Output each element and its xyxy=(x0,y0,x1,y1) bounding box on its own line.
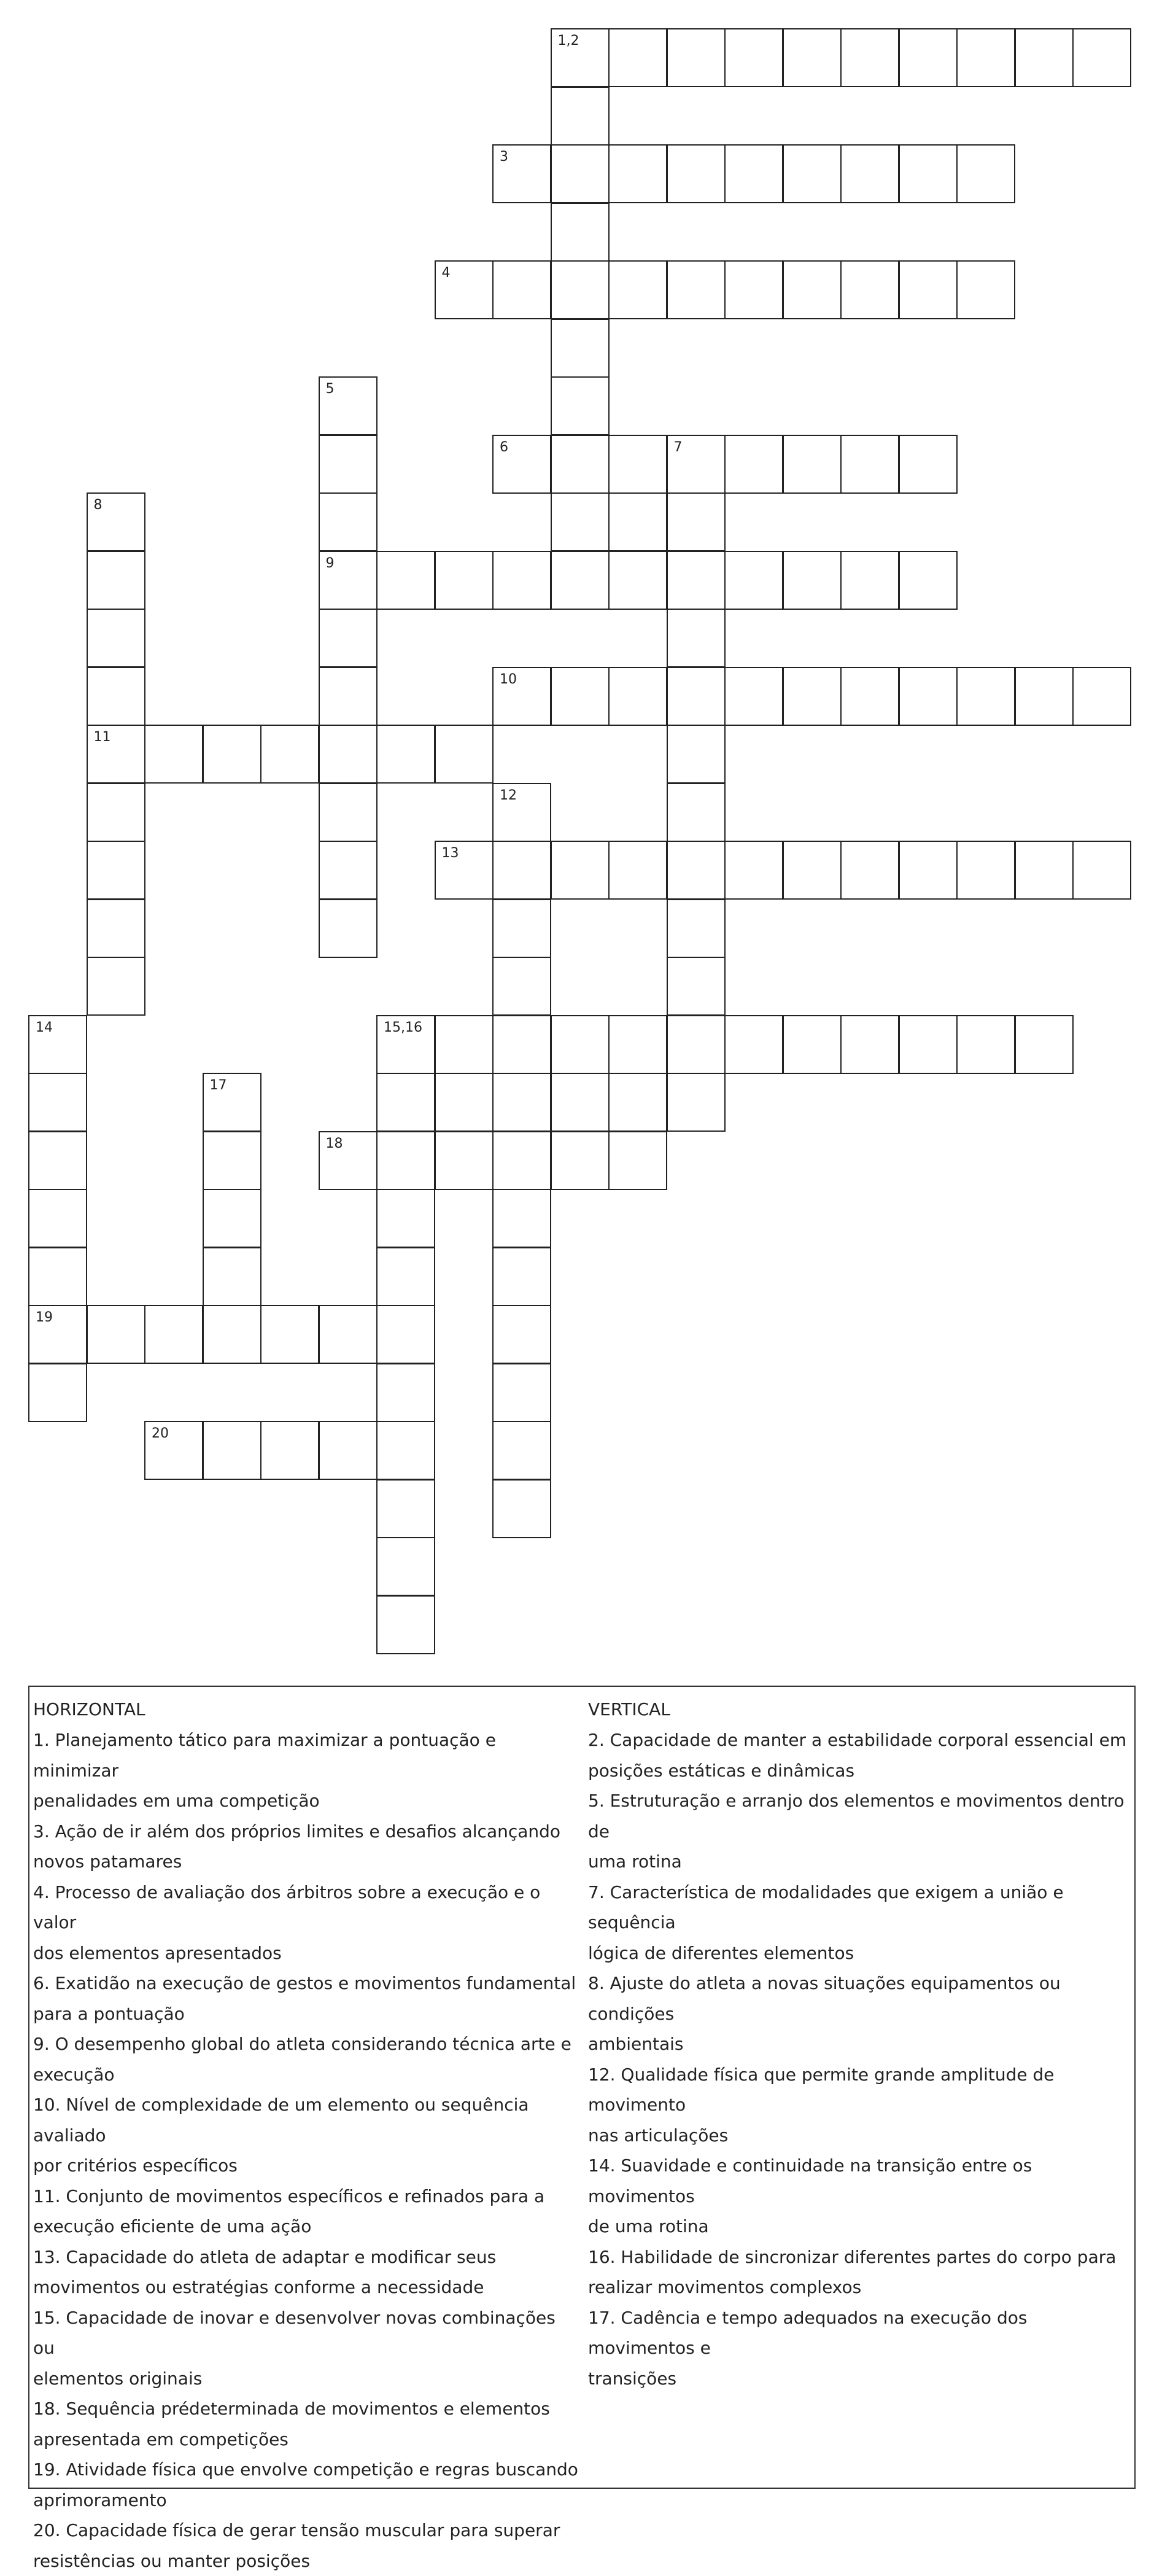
grid-cell[interactable] xyxy=(551,551,610,610)
grid-cell[interactable] xyxy=(144,1305,203,1364)
grid-cell[interactable] xyxy=(899,260,958,319)
grid-cell[interactable] xyxy=(144,1421,203,1480)
grid-cell[interactable] xyxy=(608,492,667,551)
grid-cell[interactable] xyxy=(783,841,842,900)
grid-cell[interactable] xyxy=(260,725,319,784)
grid-cell[interactable] xyxy=(87,725,145,784)
grid-cell[interactable] xyxy=(899,667,958,726)
horizontal-clue-line: apresentada em competições xyxy=(33,2424,579,2455)
grid-cell[interactable] xyxy=(319,1131,378,1190)
grid-cell[interactable] xyxy=(1015,28,1074,87)
grid-cell[interactable] xyxy=(28,1305,87,1364)
grid-cell[interactable] xyxy=(667,609,726,667)
grid-cell[interactable] xyxy=(435,725,494,784)
grid-cell[interactable] xyxy=(840,28,899,87)
grid-cell[interactable] xyxy=(319,609,378,667)
grid-cell[interactable] xyxy=(376,1595,435,1654)
grid-cell[interactable] xyxy=(608,1015,667,1074)
grid-cell[interactable] xyxy=(28,1073,87,1132)
grid-cell[interactable] xyxy=(667,1015,726,1074)
vertical-clue-line: transições xyxy=(588,2364,1131,2394)
grid-cell[interactable] xyxy=(492,957,551,1016)
grid-cell[interactable] xyxy=(203,1421,261,1480)
grid-cell[interactable] xyxy=(667,28,726,87)
grid-cell[interactable] xyxy=(783,551,842,610)
grid-cell[interactable] xyxy=(551,260,610,319)
horizontal-clues xyxy=(33,1694,579,2576)
grid-cell[interactable] xyxy=(667,957,726,1016)
grid-cell[interactable] xyxy=(492,899,551,958)
grid-cell[interactable] xyxy=(667,492,726,551)
clue-number: 18 xyxy=(326,1137,343,1151)
grid-cell[interactable] xyxy=(492,435,551,494)
horizontal-heading: HORIZONTAL xyxy=(33,1694,579,1725)
grid-cell[interactable] xyxy=(87,899,145,958)
vertical-heading: VERTICAL xyxy=(588,1694,1131,1725)
horizontal-clue-line: 9. O desempenho global do atleta considerando técnica arte e xyxy=(33,2029,579,2060)
grid-cell[interactable] xyxy=(724,28,783,87)
clue-number: 17 xyxy=(210,1079,227,1092)
grid-cell[interactable] xyxy=(840,144,899,203)
grid-cell[interactable] xyxy=(783,260,842,319)
clue-number: 10 xyxy=(500,673,517,687)
grid-cell[interactable] xyxy=(492,1363,551,1422)
grid-cell[interactable] xyxy=(28,1189,87,1248)
clue-number: 3 xyxy=(500,150,508,164)
grid-cell[interactable] xyxy=(667,899,726,958)
grid-cell[interactable] xyxy=(492,841,551,900)
grid-cell[interactable] xyxy=(551,144,610,203)
vertical-clue-line: 16. Habilidade de sincronizar diferentes partes do corpo para xyxy=(588,2242,1131,2273)
grid-cell[interactable] xyxy=(28,1015,87,1074)
horizontal-clue-line: dos elementos apresentados xyxy=(33,1938,579,1969)
grid-cell[interactable] xyxy=(840,260,899,319)
horizontal-clue-line: execução xyxy=(33,2060,579,2090)
grid-cell[interactable] xyxy=(435,551,494,610)
grid-cell[interactable] xyxy=(492,260,551,319)
grid-cell[interactable] xyxy=(87,783,145,842)
grid-cell[interactable] xyxy=(319,841,378,900)
grid-cell[interactable] xyxy=(87,1305,145,1364)
grid-cell[interactable] xyxy=(319,725,378,784)
grid-cell[interactable] xyxy=(551,1131,610,1190)
horizontal-clue-line: execução eficiente de uma ação xyxy=(33,2211,579,2242)
grid-cell[interactable] xyxy=(435,260,494,319)
clue-number: 13 xyxy=(442,847,459,860)
clue-number: 4 xyxy=(442,267,451,280)
clue-number: 11 xyxy=(94,731,111,744)
grid-cell[interactable] xyxy=(899,144,958,203)
grid-cell[interactable] xyxy=(87,609,145,667)
grid-cell[interactable] xyxy=(319,1305,378,1364)
grid-cell[interactable] xyxy=(724,260,783,319)
grid-cell[interactable] xyxy=(551,492,610,551)
clue-number: 20 xyxy=(152,1427,169,1441)
grid-cell[interactable] xyxy=(492,144,551,203)
grid-cell[interactable] xyxy=(667,435,726,494)
vertical-clue-line: ambientais xyxy=(588,2029,1131,2060)
vertical-clue-line: 7. Característica de modalidades que exigem a união e sequência xyxy=(588,1877,1131,1938)
horizontal-clue-line: aprimoramento xyxy=(33,2485,579,2516)
grid-cell[interactable] xyxy=(1072,667,1131,726)
grid-cell[interactable] xyxy=(87,957,145,1016)
clue-number: 7 xyxy=(674,441,683,454)
grid-cell[interactable] xyxy=(551,87,610,146)
grid-cell[interactable] xyxy=(492,1247,551,1306)
grid-cell[interactable] xyxy=(956,144,1015,203)
grid-cell[interactable] xyxy=(260,1421,319,1480)
grid-cell[interactable] xyxy=(435,841,494,900)
grid-cell[interactable] xyxy=(319,435,378,494)
grid-cell[interactable] xyxy=(376,1305,435,1364)
grid-cell[interactable] xyxy=(667,1073,726,1132)
horizontal-clue-line: 1. Planejamento tático para maximizar a pontuação e minimizar xyxy=(33,1725,579,1786)
grid-cell[interactable] xyxy=(551,1073,610,1132)
horizontal-clue-line: elementos originais xyxy=(33,2364,579,2394)
grid-cell[interactable] xyxy=(608,667,667,726)
horizontal-clue-line: 4. Processo de avaliação dos árbitros sobre a execução e o valor xyxy=(33,1877,579,1938)
grid-cell[interactable] xyxy=(376,1421,435,1480)
grid-cell[interactable] xyxy=(376,1247,435,1306)
grid-cell[interactable] xyxy=(203,1189,261,1248)
grid-cell[interactable] xyxy=(492,551,551,610)
grid-cell[interactable] xyxy=(376,1479,435,1538)
grid-cell[interactable] xyxy=(551,1015,610,1074)
grid-cell[interactable] xyxy=(1072,28,1131,87)
grid-cell[interactable] xyxy=(376,1537,435,1596)
grid-cell[interactable] xyxy=(492,667,551,726)
clue-number: 1,2 xyxy=(558,34,579,48)
grid-cell[interactable] xyxy=(87,841,145,900)
grid-cell[interactable] xyxy=(956,28,1015,87)
vertical-clue-line: 17. Cadência e tempo adequados na execução dos movimentos e xyxy=(588,2303,1131,2364)
grid-cell[interactable] xyxy=(551,841,610,900)
grid-cell[interactable] xyxy=(840,1015,899,1074)
grid-cell[interactable] xyxy=(435,1015,494,1074)
grid-cell[interactable] xyxy=(319,492,378,551)
grid-cell[interactable] xyxy=(319,551,378,610)
grid-cell[interactable] xyxy=(435,1131,494,1190)
horizontal-clue-line: por critérios específicos xyxy=(33,2150,579,2181)
grid-cell[interactable] xyxy=(899,435,958,494)
horizontal-clue-line: 10. Nível de complexidade de um elemento ou sequência avaliado xyxy=(33,2090,579,2150)
horizontal-clue-line: 20. Capacidade física de gerar tensão muscular para superar xyxy=(33,2515,579,2546)
grid-cell[interactable] xyxy=(203,1073,261,1132)
grid-cell[interactable] xyxy=(840,667,899,726)
grid-cell[interactable] xyxy=(608,260,667,319)
grid-cell[interactable] xyxy=(667,551,726,610)
grid-cell[interactable] xyxy=(783,435,842,494)
grid-cell[interactable] xyxy=(376,1015,435,1074)
grid-cell[interactable] xyxy=(608,551,667,610)
horizontal-clue-line: movimentos ou estratégias conforme a necessidade xyxy=(33,2272,579,2303)
clue-number: 6 xyxy=(500,441,508,454)
clue-number: 19 xyxy=(36,1311,53,1325)
clue-number: 15,16 xyxy=(384,1021,422,1035)
grid-cell[interactable] xyxy=(667,725,726,784)
grid-cell[interactable] xyxy=(435,1073,494,1132)
grid-cell[interactable] xyxy=(492,1305,551,1364)
horizontal-clue-line: penalidades em uma competição xyxy=(33,1786,579,1816)
grid-cell[interactable] xyxy=(492,1189,551,1248)
grid-cell[interactable] xyxy=(783,144,842,203)
horizontal-clue-line: 15. Capacidade de inovar e desenvolver novas combinações ou xyxy=(33,2303,579,2364)
vertical-clue-line: nas articulações xyxy=(588,2120,1131,2151)
grid-cell[interactable] xyxy=(1015,841,1074,900)
vertical-clue-line: lógica de diferentes elementos xyxy=(588,1938,1131,1969)
grid-cell[interactable] xyxy=(1072,841,1131,900)
grid-cell[interactable] xyxy=(956,1015,1015,1074)
vertical-clue-list xyxy=(588,1725,1131,2394)
grid-cell[interactable] xyxy=(492,783,551,842)
grid-cell[interactable] xyxy=(783,667,842,726)
grid-cell[interactable] xyxy=(899,1015,958,1074)
clue-number: 9 xyxy=(326,557,335,570)
grid-cell[interactable] xyxy=(551,376,610,435)
vertical-clue-line: posições estáticas e dinâmicas xyxy=(588,1756,1131,1786)
clue-number: 12 xyxy=(500,789,517,803)
grid-cell[interactable] xyxy=(203,1247,261,1306)
grid-cell[interactable] xyxy=(319,667,378,726)
grid-cell[interactable] xyxy=(724,841,783,900)
vertical-clue-line: de uma rotina xyxy=(588,2211,1131,2242)
horizontal-clue-line: 3. Ação de ir além dos próprios limites e desafios alcançando xyxy=(33,1816,579,1847)
grid-cell[interactable] xyxy=(144,725,203,784)
grid-cell[interactable] xyxy=(376,1363,435,1422)
grid-cell[interactable] xyxy=(28,1363,87,1422)
grid-cell[interactable] xyxy=(260,1305,319,1364)
grid-cell[interactable] xyxy=(492,1421,551,1480)
clue-number: 8 xyxy=(94,499,103,512)
grid-cell[interactable] xyxy=(667,260,726,319)
grid-cell[interactable] xyxy=(724,1015,783,1074)
grid-cell[interactable] xyxy=(551,203,610,262)
clues-box xyxy=(28,1686,1136,2489)
grid-cell[interactable] xyxy=(783,1015,842,1074)
grid-cell[interactable] xyxy=(551,319,610,378)
clue-number: 14 xyxy=(36,1021,53,1035)
vertical-clue-line: realizar movimentos complexos xyxy=(588,2272,1131,2303)
grid-cell[interactable] xyxy=(1015,1015,1074,1074)
grid-cell[interactable] xyxy=(376,1073,435,1132)
horizontal-clue-line: 19. Atividade física que envolve competição e regras buscando xyxy=(33,2454,579,2485)
grid-cell[interactable] xyxy=(376,1131,435,1190)
grid-cell[interactable] xyxy=(203,1131,261,1190)
vertical-clue-line: 12. Qualidade física que permite grande amplitude de movimento xyxy=(588,2060,1131,2120)
grid-cell[interactable] xyxy=(899,551,958,610)
grid-cell[interactable] xyxy=(840,841,899,900)
grid-cell[interactable] xyxy=(87,551,145,610)
vertical-clue-line: 2. Capacidade de manter a estabilidade corporal essencial em xyxy=(588,1725,1131,1756)
grid-cell[interactable] xyxy=(724,144,783,203)
vertical-clue-line: 14. Suavidade e continuidade na transição entre os movimentos xyxy=(588,2150,1131,2211)
grid-cell[interactable] xyxy=(492,1479,551,1538)
grid-cell[interactable] xyxy=(203,725,261,784)
grid-cell[interactable] xyxy=(551,435,610,494)
grid-cell[interactable] xyxy=(551,28,610,87)
grid-cell[interactable] xyxy=(376,551,435,610)
grid-cell[interactable] xyxy=(667,667,726,726)
grid-cell[interactable] xyxy=(956,667,1015,726)
vertical-clue-line: 5. Estruturação e arranjo dos elementos e movimentos dentro de xyxy=(588,1786,1131,1846)
grid-cell[interactable] xyxy=(28,1247,87,1306)
grid-cell[interactable] xyxy=(28,1131,87,1190)
grid-cell[interactable] xyxy=(724,551,783,610)
vertical-clue-line: uma rotina xyxy=(588,1846,1131,1877)
grid-cell[interactable] xyxy=(608,1073,667,1132)
grid-cell[interactable] xyxy=(87,667,145,726)
grid-cell[interactable] xyxy=(608,1131,667,1190)
grid-cell[interactable] xyxy=(783,28,842,87)
grid-cell[interactable] xyxy=(492,1015,551,1074)
horizontal-clue-line: 11. Conjunto de movimentos específicos e refinados para a xyxy=(33,2181,579,2212)
horizontal-clue-line: novos patamares xyxy=(33,1846,579,1877)
grid-cell[interactable] xyxy=(492,1073,551,1132)
horizontal-clue-line: 6. Exatidão na execução de gestos e movimentos fundamental xyxy=(33,1968,579,1999)
horizontal-clue-line: 13. Capacidade do atleta de adaptar e modificar seus xyxy=(33,2242,579,2273)
grid-cell[interactable] xyxy=(667,783,726,842)
grid-cell[interactable] xyxy=(376,725,435,784)
grid-cell[interactable] xyxy=(956,260,1015,319)
grid-cell[interactable] xyxy=(319,376,378,435)
grid-cell[interactable] xyxy=(840,435,899,494)
grid-cell[interactable] xyxy=(1015,667,1074,726)
grid-cell[interactable] xyxy=(840,551,899,610)
grid-cell[interactable] xyxy=(492,1131,551,1190)
horizontal-clue-line: 18. Sequência prédeterminada de movimentos e elementos xyxy=(33,2394,579,2424)
grid-cell[interactable] xyxy=(203,1305,261,1364)
grid-cell[interactable] xyxy=(956,841,1015,900)
horizontal-clue-list xyxy=(33,1725,579,2576)
grid-cell[interactable] xyxy=(551,667,610,726)
grid-cell[interactable] xyxy=(319,783,378,842)
vertical-clues xyxy=(588,1694,1131,2394)
grid-cell[interactable] xyxy=(667,841,726,900)
grid-cell[interactable] xyxy=(319,899,378,958)
clue-number: 5 xyxy=(326,383,335,396)
grid-cell[interactable] xyxy=(376,1189,435,1248)
grid-cell[interactable] xyxy=(899,841,958,900)
grid-cell[interactable] xyxy=(608,435,667,494)
horizontal-clue-line: para a pontuação xyxy=(33,1999,579,2029)
horizontal-clue-line: resistências ou manter posições xyxy=(33,2546,579,2576)
grid-cell[interactable] xyxy=(319,1421,378,1480)
vertical-clue-line: 8. Ajuste do atleta a novas situações equipamentos ou condições xyxy=(588,1968,1131,2029)
grid-cell[interactable] xyxy=(724,435,783,494)
grid-cell[interactable] xyxy=(667,144,726,203)
grid-cell[interactable] xyxy=(87,492,145,551)
grid-cell[interactable] xyxy=(608,28,667,87)
grid-cell[interactable] xyxy=(608,144,667,203)
grid-cell[interactable] xyxy=(608,841,667,900)
grid-cell[interactable] xyxy=(899,28,958,87)
grid-cell[interactable] xyxy=(724,667,783,726)
